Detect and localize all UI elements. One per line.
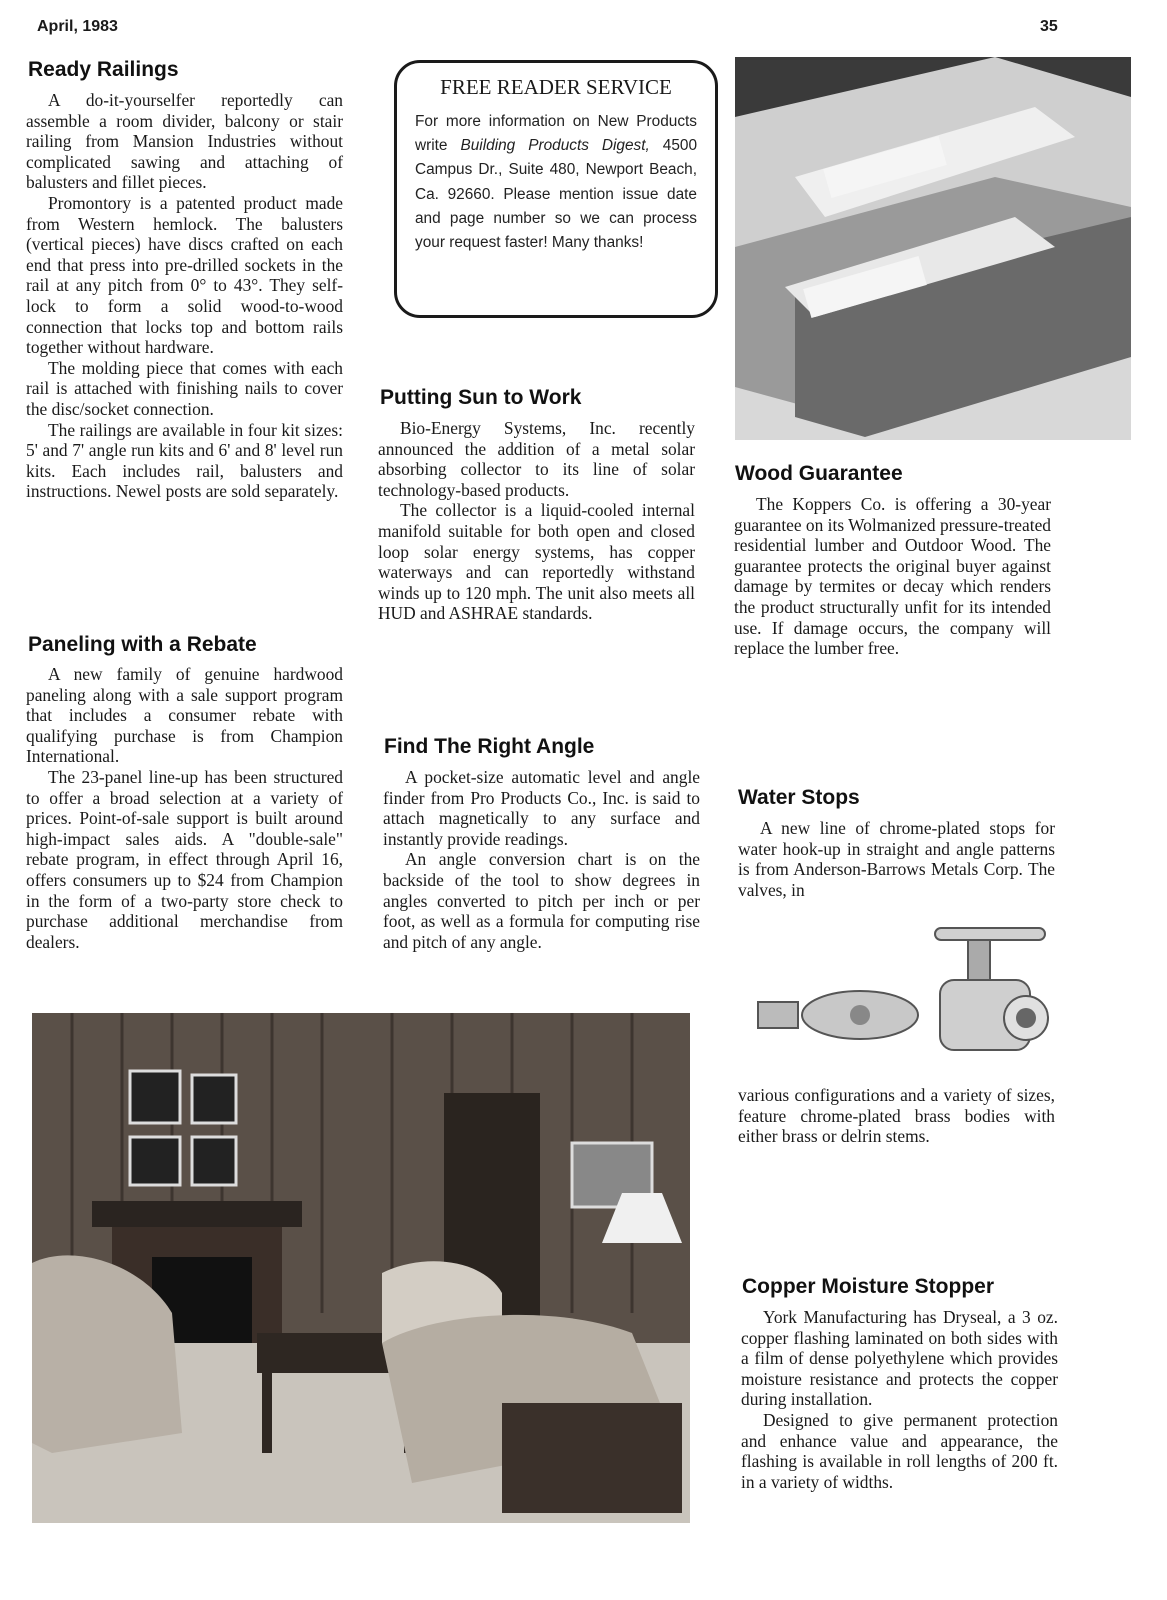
angle-title: Find The Right Angle	[384, 735, 595, 758]
paragraph: A new family of genuine hardwood paneling along with a sale support program that includes a consumer rebate with qualifying purchase is from Champion International.	[26, 664, 343, 767]
paragraph: The 23-panel line-up has been structured to offer a broad selection at a variety of prices. Point-of-sale support is built around high-impact sales aids. A "double-sale" rebate program, in effect through April 16, offers consumers up to $24 from Champion in the form of a two-party store check to purchase additional merchandise from dealers.	[26, 766, 343, 952]
valves-image	[740, 910, 1060, 1070]
valves-photo	[740, 910, 1060, 1070]
paneling-title: Paneling with a Rebate	[28, 633, 257, 656]
reader-service-text-b: 4500 Campus Dr., Suite 480, Newport Beach, Ca. 92660. Please mention issue date and page number so we can process your request faster! Many thanks!	[415, 137, 697, 252]
paragraph: Designed to give permanent protection and enhance value and appearance, the flashing is available in roll lengths of 200 ft. in a variety of widths.	[741, 1409, 1058, 1492]
lumber-image	[735, 57, 1131, 440]
paragraph: The Koppers Co. is offering a 30-year guarantee on its Wolmanized pressure-treated residential lumber and Outdoor Wood. The guarantee protects the original buyer against damage by termites or decay which renders the product structurally unfit for its intended use. If damage occurs, the company will replace the lumber free.	[734, 494, 1051, 659]
paragraph: A pocket-size automatic level and angle finder from Pro Products Co., Inc. is said to attach magnetically to any surface and instantly provide readings.	[383, 767, 700, 849]
ready-railings-body	[26, 90, 343, 502]
room-photo	[32, 1013, 690, 1523]
water-stops-title: Water Stops	[738, 786, 860, 809]
angle-body	[383, 767, 700, 952]
paragraph: The molding piece that comes with each rail is attached with finishing nails to cover the disc/socket connection.	[26, 357, 343, 419]
reader-service-text	[415, 110, 697, 255]
paragraph: Bio-Energy Systems, Inc. recently announced the addition of a metal solar absorbing collector to its line of solar technology-based products.	[378, 418, 695, 500]
reader-service-box	[394, 60, 718, 318]
water-stops-continued	[738, 1085, 1055, 1147]
ready-railings-title: Ready Railings	[28, 58, 179, 81]
paragraph: York Manufacturing has Dryseal, a 3 oz. copper flashing laminated on both sides with a film of dense polyethylene which provides moisture resistance and protects the copper during installation.	[741, 1307, 1058, 1410]
water-stops-body	[738, 818, 1055, 900]
copper-body	[741, 1307, 1058, 1492]
paragraph: A do-it-yourselfer reportedly can assemble a room divider, balcony or stair railing from Mansion Industries without complicated sawing and attaching of balusters and fillet pieces.	[26, 90, 343, 193]
room-image	[32, 1013, 690, 1523]
lumber-photo	[735, 57, 1131, 440]
paragraph: various configurations and a variety of sizes, feature chrome-plated brass bodies with either brass or delrin stems.	[738, 1085, 1055, 1147]
page-number: 35	[1040, 18, 1058, 35]
copper-title: Copper Moisture Stopper	[742, 1275, 995, 1298]
reader-service-title: FREE READER SERVICE	[440, 75, 672, 99]
paneling-body	[26, 664, 343, 952]
issue-date: April, 1983	[37, 18, 118, 35]
paragraph: The railings are available in four kit sizes: 5' and 7' angle run kits and 6' and 8' level run kits. Each includes rail, balusters and instructions. Newel posts are sold separately.	[26, 419, 343, 502]
reader-service-text-a: For more information on New Products write	[415, 113, 697, 155]
sun-title: Putting Sun to Work	[380, 386, 582, 409]
wood-guarantee-body	[734, 494, 1051, 659]
paragraph: A new line of chrome-plated stops for water hook-up in straight and angle patterns is from Anderson-Barrows Metals Corp. The valves, in	[738, 818, 1055, 900]
reader-service-publication: Building Products Digest,	[460, 137, 650, 155]
sun-body	[378, 418, 695, 624]
paragraph: An angle conversion chart is on the backside of the tool to show degrees in angles converted to pitch per inch or per foot, as well as a formula for computing rise and pitch of any angle.	[383, 849, 700, 952]
wood-guarantee-title: Wood Guarantee	[735, 462, 903, 485]
paragraph: The collector is a liquid-cooled internal manifold suitable for both open and closed loop solar energy systems, has copper waterways and can reportedly withstand winds up to 120 mph. The unit also meets all HUD and ASHRAE standards.	[378, 500, 695, 624]
paragraph: Promontory is a patented product made from Western hemlock. The balusters (vertical pieces) have discs crafted on each end that press into pre-drilled sockets in the rail at any pitch from 0° to 43°. They self-lock to form a solid wood-to-wood connection that locks top and bottom rails together without hardware.	[26, 192, 343, 358]
